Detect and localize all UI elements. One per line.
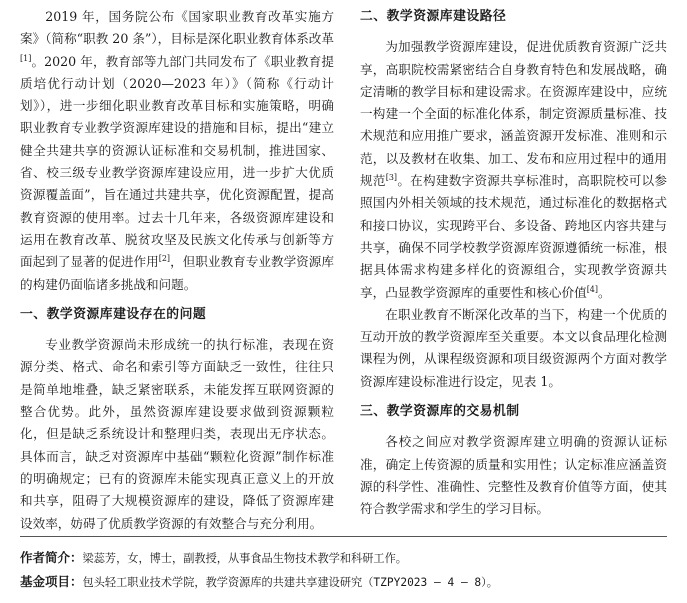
intro-text-1: 2019 年，国务院公布《国家职业教育改革实施方案》（简称“职教 20 条”），目标是深化职业教育体系改革 <box>20 9 334 47</box>
footnote-block <box>20 536 667 594</box>
intro-text-2: 。2020 年，教育部等九部门共同发布了《职业教育提质培优行动计划（2020—2023 年）》（简称《行动计划》），进一步细化职业教育改革目标和实施策略，明确职业教育专业教学资源库建设的措施和目标，提出“建立健全共建共享的资源认证标准和交易机制，推进国家、省、校三级专业教学资源库建设应用，进一步扩大优质资源覆盖面”，旨在通过共建共享，优化资源配置，提高教育资源的使用率。过去十几年来，各级资源库建设和运用在教育改革、脱贫攻坚及民族文化传承与创新等方面起到了显著的促进作用 <box>20 53 334 270</box>
section-3-body: 各校之间应对教学资源库建立明确的资源认证标准，确定上传资源的质量和实用性；认定标准应涵盖资源的科学性、准确性、完整性及教育价值等方面，使其符合教学需求和学生的学习目标。 <box>360 434 667 517</box>
section-1-heading: 一、教学资源库建设存在的问题 <box>20 306 207 322</box>
author-text: 梁蕊芳，女，博士，副教授，从事食品生物技术教学和科研工作。 <box>82 552 407 565</box>
author-label: 作者简介： <box>20 550 83 565</box>
section-2-text-1: 为加强教学资源库建设，促进优质教育资源广泛共享，高职院校需紧密结合自身教育特色和发展战略，确定清晰的教学目标和建设需求。在资源库建设中，应统一构建一个全面的标准化体系，制定资源质量标准、技术规范和应用推广要求，涵盖资源开发标准、准则和示范，以及教材在收集、加工、发布和应用过程中的通用规范 <box>360 39 667 189</box>
fund-label: 基金项目： <box>20 574 83 589</box>
fund-note <box>20 570 667 594</box>
citation-ref: [1] <box>20 53 32 63</box>
section-2-paragraph-1 <box>360 36 667 304</box>
intro-paragraph <box>20 6 334 296</box>
section-3-heading: 三、教学资源库的交易机制 <box>360 404 520 420</box>
section-2-text-3: 。 <box>598 284 611 300</box>
intro-text-3: ，但职业教育专业教学资源库的构建仍面临诸多挑战和问题。 <box>20 254 335 292</box>
section-2-heading: 二、教学资源库建设路径 <box>360 9 507 24</box>
citation-ref: [2] <box>158 254 171 264</box>
section-1-body: 专业教学资源尚未形成统一的执行标准，表现在资源分类、格式、命名和索引等方面缺乏一致性，往往只是简单地堆叠，缺乏紧密联系，未能发挥互联网资源的整合优势。此外，虽然资源库建设要求做到资源颗粒化，但是缺乏系统设计和整理归类，表现出无序状态。具体而言，缺乏对资源库中基础“颗粒化资源”制作标准的明确规定；已有的资源库未能实现真正意义上的开放和共享，阻碍了大规模资源库的建设，降低了资源库建设效率，妨碍了优质教学资源的有效整合与充分利用。 <box>20 337 334 531</box>
left-column <box>20 6 334 535</box>
author-note <box>20 546 667 570</box>
citation-ref: [4] <box>586 284 599 294</box>
citation-ref: [3] <box>385 172 398 182</box>
section-2-text-2: 。在构建数字资源共享标准时，高职院校可以参照国内外相关领域的技术规范，通过标准化的数据格式和接口协议，实现跨平台、多设备、跨地区内容共建与共享，确保不同学校教学资源库资源遵循统一标准，根据具体需求构建多样化的资源组合，实现教学资源共享，凸显教学资源库的重要性和核心价值 <box>360 173 668 300</box>
section-2-paragraph-2: 在职业教育不断深化改革的当下，构建一个优质的互动开放的教学资源库至关重要。本文以食品理化检测课程为例，从课程级资源和项目级资源两个方面对教学资源库建设标准进行设定，见表 1。 <box>360 306 667 389</box>
fund-text: 包头轻工职业技术学院，教学资源库的共建共享建设研究（TZPY2023 – 4 – 8）。 <box>82 576 498 589</box>
right-column <box>360 6 667 521</box>
